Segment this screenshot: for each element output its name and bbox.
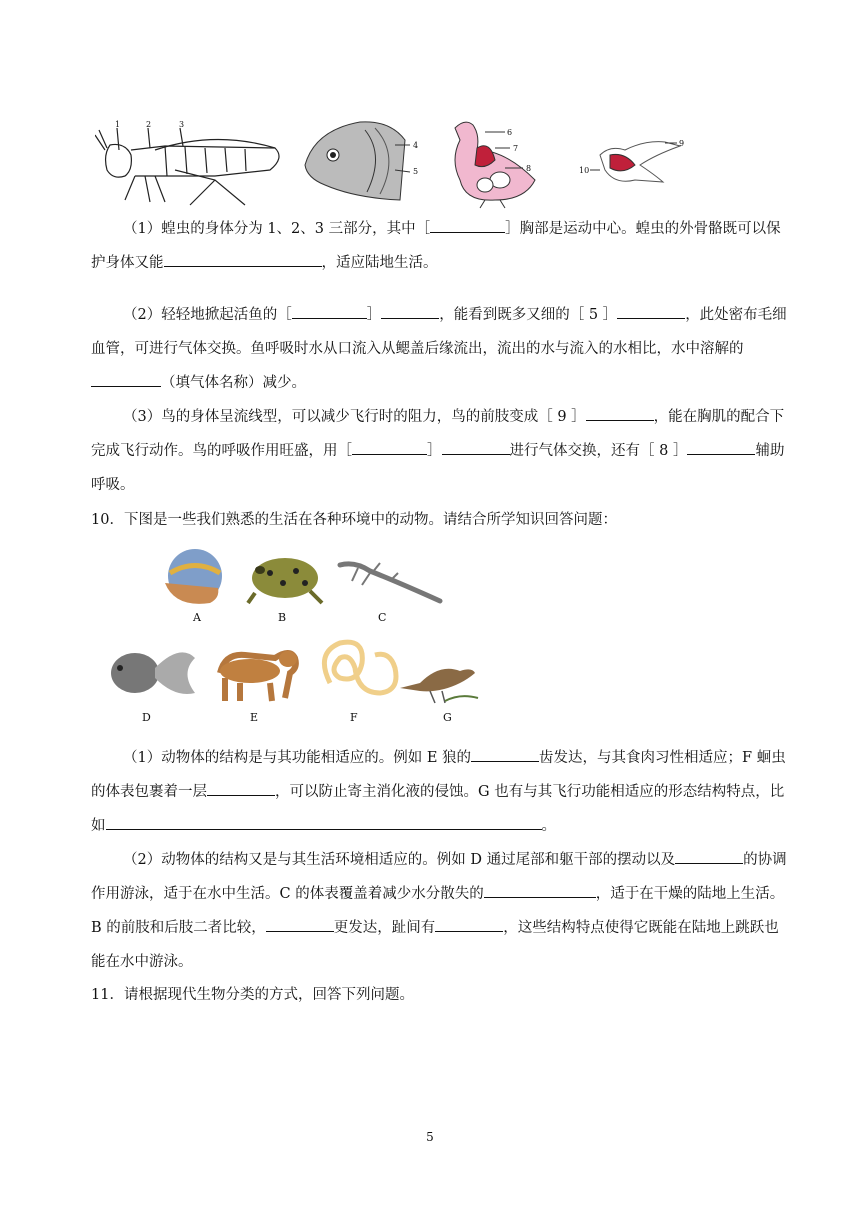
q9-part2: （2）轻轻地掀起活鱼的［ ］ ，能看到既多又细的［ 5 ］ ，此处密布毛细血管，可进行气体交换。鱼呼吸时水从口流入从鳃盖后缘流出，流出的水与流入的水相比，水中溶解的（填气体名称）减少。	[91, 298, 791, 400]
anatomy-figure	[95, 110, 695, 210]
roundworm-image	[324, 642, 396, 693]
fish-head-diagram	[305, 122, 410, 200]
bird-label-6: 6	[507, 128, 513, 137]
q11-title: 11．请根据现代生物分类的方式，回答下列问题。	[91, 987, 414, 1003]
bird-diagram	[455, 122, 535, 208]
fish-label-5: 5	[413, 167, 419, 176]
snail-image	[165, 549, 222, 604]
q10-blank-6[interactable]	[266, 915, 334, 932]
animal-label-B: B	[278, 611, 287, 624]
q10-blank-3[interactable]	[106, 813, 542, 830]
animal-label-A: A	[193, 611, 201, 624]
q10-part2: （2）动物体的结构又是与其生活环境相适应的。例如 D 通过尾部和躯干部的摆动以及 的协调作用游泳，适于在水中生活。C 的体表覆盖着减少水分散失的 ，适于在干燥的陆地上生活。B 的前肢和后肢二者比较， 更发达，趾间有 ，这些结构特点使得它既能在陆地上跳跃也能在水中游泳。	[91, 843, 791, 979]
q10-blank-4[interactable]	[675, 847, 743, 864]
fish-label-4: 4	[413, 141, 419, 150]
grasshopper-label-3: 3	[179, 120, 185, 129]
frog-image	[248, 558, 322, 603]
animal-label-D: D	[142, 711, 151, 724]
dog-image	[220, 651, 297, 701]
bird-label-7: 7	[513, 144, 519, 153]
q10-blank-2[interactable]	[207, 779, 275, 796]
animal-label-C: C	[378, 611, 387, 624]
q10-blank-7[interactable]	[435, 915, 503, 932]
q9-blank-7[interactable]	[586, 404, 654, 421]
lizard-image	[340, 563, 440, 601]
q9-blank-1[interactable]	[430, 216, 505, 233]
q10-blank-1[interactable]	[471, 745, 539, 762]
animal-label-E: E	[250, 711, 259, 724]
flying-bird-diagram	[590, 142, 680, 182]
grasshopper-diagram	[95, 128, 279, 205]
animal-label-F: F	[350, 711, 358, 724]
animals-figure	[100, 543, 490, 728]
small-bird-image	[400, 669, 478, 703]
q9-blank-6[interactable]	[91, 370, 161, 387]
q10-title: 10．下图是一些我们熟悉的生活在各种环境中的动物。请结合所学知识回答问题：	[91, 512, 617, 528]
q9-part3: （3）鸟的身体呈流线型，可以减少飞行时的阻力，鸟的前肢变成［ 9 ］ ，能在胸肌的配合下完成飞行动作。鸟的呼吸作用旺盛，用［ ］ 进行气体交换，还有［ 8 ］ 辅助呼吸。	[91, 400, 791, 502]
q9-blank-8[interactable]	[352, 438, 427, 455]
bird-label-8: 8	[526, 164, 532, 173]
q9-blank-2[interactable]	[164, 250, 322, 267]
flying-bird-label-10: 10	[579, 166, 590, 175]
q9-blank-9[interactable]	[442, 438, 510, 455]
q9-blank-3[interactable]	[292, 302, 367, 319]
q10-blank-5[interactable]	[484, 881, 596, 898]
grasshopper-label-2: 2	[146, 120, 152, 129]
goldfish-image	[111, 652, 195, 694]
page-number: 5	[426, 1130, 434, 1144]
animal-label-G: G	[443, 711, 452, 724]
q10-part1: （1）动物体的结构是与其功能相适应的。例如 E 狼的 齿发达，与其食肉习性相适应；F 蛔虫的体表包裹着一层 ，可以防止寄主消化液的侵蚀。G 也有与其飞行功能相适应的形态结构特点，比如 。	[91, 741, 791, 843]
q9-blank-10[interactable]	[687, 438, 755, 455]
flying-bird-label-9: 9	[679, 139, 685, 148]
grasshopper-label-1: 1	[115, 120, 121, 129]
q9-part1: （1）蝗虫的身体分为 1、2、3 三部分，其中［ ］胸部是运动中心。蝗虫的外骨骼既可以保护身体又能 ，适应陆地生活。	[91, 212, 791, 280]
q9-blank-4[interactable]	[381, 302, 439, 319]
q9-blank-5[interactable]	[617, 302, 685, 319]
